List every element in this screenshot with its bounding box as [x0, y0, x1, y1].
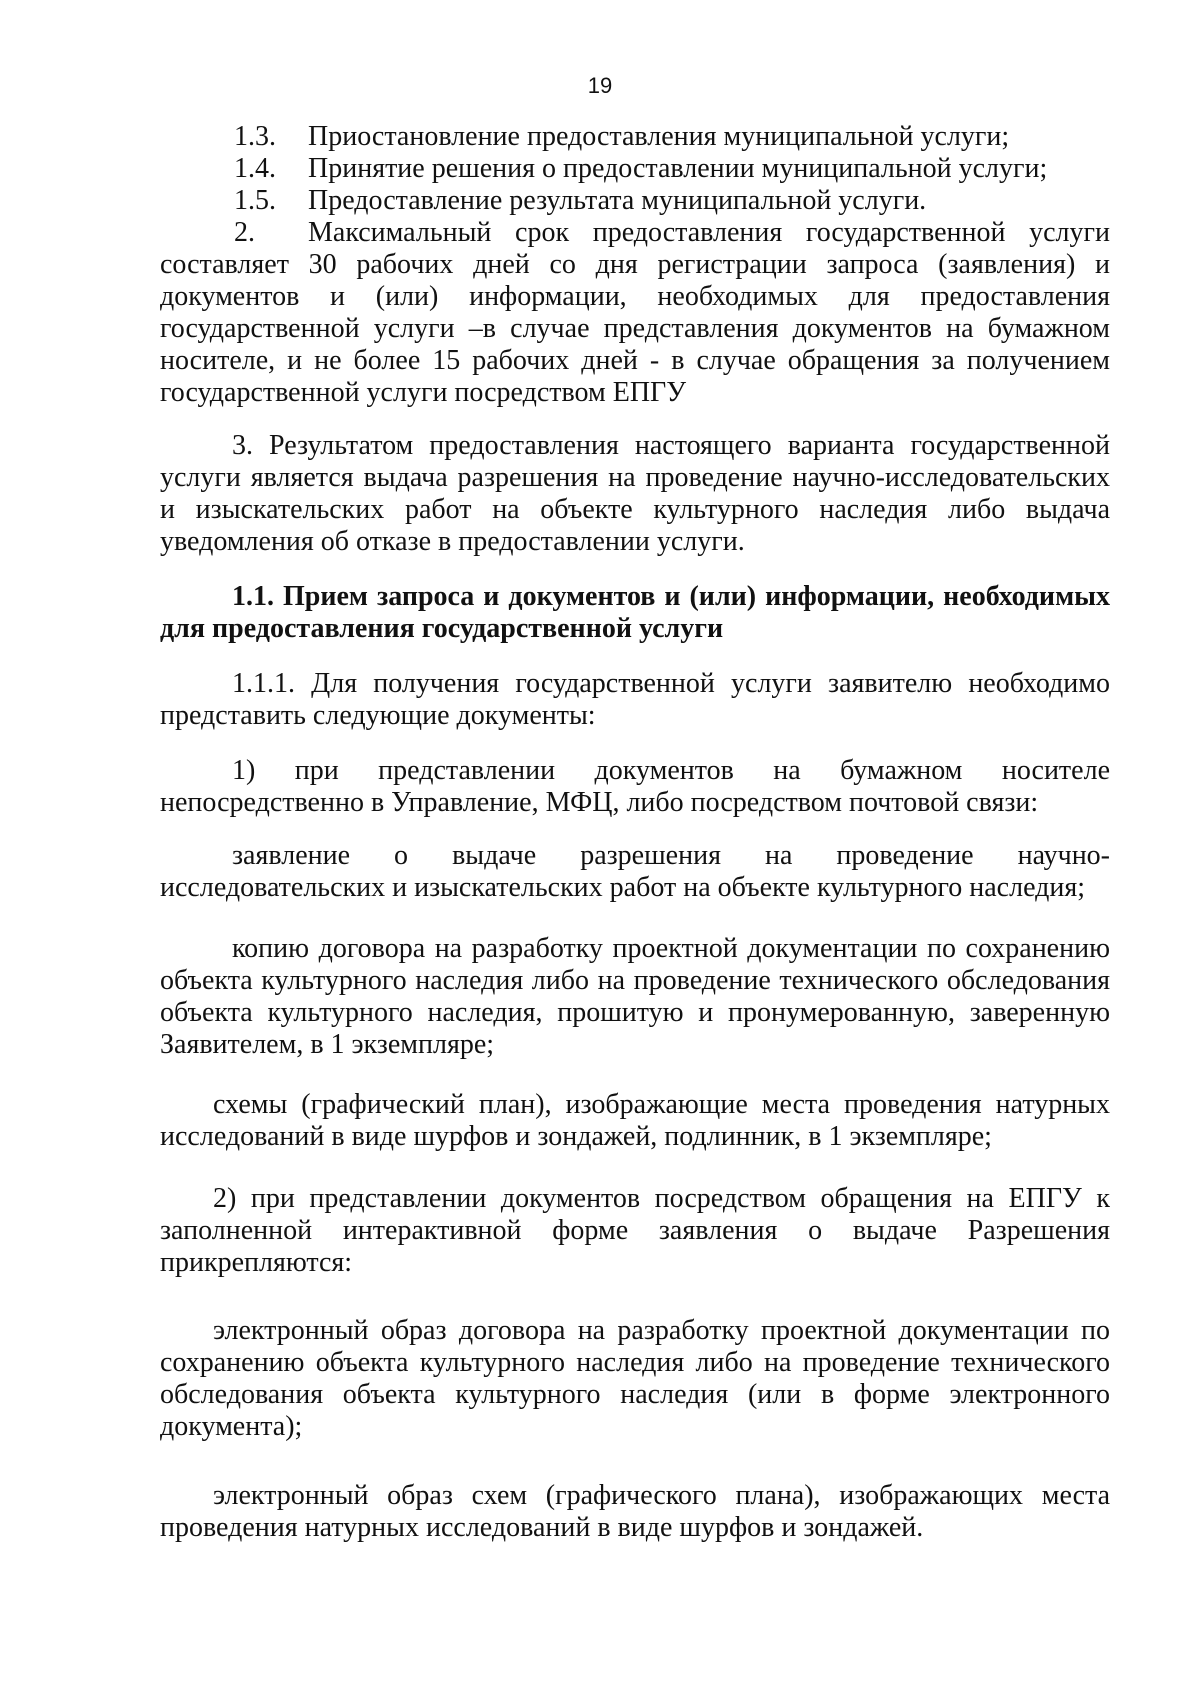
paragraph-epgu-submission: 2) при представлении документов посредством обращения на ЕПГУ к заполненной интерактивной форме заявления о выдаче Разрешения прикрепляются: — [160, 1183, 1110, 1278]
paragraph-max-term — [160, 217, 1110, 409]
list-item-number: 1.3. — [234, 121, 276, 152]
paragraph-result: 3. Результатом предоставления настоящего варианта государственной услуги является выдача разрешения на проведение научно-исследовательских и изыскательских работ на объекте культурного наследия либо выдача уведомления об отказе в предоставлении услуги. — [160, 430, 1110, 557]
list-item-number: 1.4. — [234, 153, 276, 184]
paragraph-text: Максимальный срок предоставления государственной услуги составляет 30 рабочих дней со дня регистрации запроса (заявления) и документов и (или) информации, необходимых для предоставления государственной услуги –в случае представления документов на бумажном носителе, и не более 15 рабочих дней - в случае обращения за получением государственной услуги посредством ЕПГУ — [160, 217, 1110, 408]
list-item — [160, 185, 1110, 217]
paragraph-electronic-contract: электронный образ договора на разработку проектной документации по сохранению объекта культурного наследия либо на проведение технического обследования объекта культурного наследия (или в форме электронного документа); — [160, 1315, 1110, 1442]
paragraph-application: заявление о выдаче разрешения на проведение научно-исследовательских и изыскательских работ на объекте культурного наследия; — [160, 840, 1110, 903]
list-item — [160, 121, 1110, 153]
page-number: 19 — [587, 73, 613, 98]
list-item — [160, 153, 1110, 185]
paragraph-schemes: схемы (графический план), изображающие места проведения натурных исследований в виде шурфов и зондажей, подлинник, в 1 экземпляре; — [160, 1089, 1110, 1152]
paragraph-1-1-1: 1.1.1. Для получения государственной услуги заявителю необходимо представить следующие документы: — [160, 668, 1110, 731]
list-item-text: Принятие решения о предоставлении муниципальной услуги; — [308, 153, 1048, 184]
paragraph-electronic-schemes: электронный образ схем (графического плана), изображающих места проведения натурных исследований в виде шурфов и зондажей. — [160, 1480, 1110, 1543]
paragraph-paper-submission: 1) при представлении документов на бумажном носителе непосредственно в Управление, МФЦ, либо посредством почтовой связи: — [160, 755, 1110, 818]
section-heading: 1.1. Прием запроса и документов и (или) информации, необходимых для предоставления государственной услуги — [160, 581, 1110, 644]
paragraph-contract-copy: копию договора на разработку проектной документации по сохранению объекта культурного наследия либо на проведение технического обследования объекта культурного наследия, прошитую и пронумерованную, заверенную Заявителем, в 1 экземпляре; — [160, 933, 1110, 1060]
document-body — [160, 121, 1110, 1544]
list-item-text: Приостановление предоставления муниципальной услуги; — [308, 121, 1010, 152]
list-item-number: 1.5. — [234, 185, 276, 216]
list-item-text: Предоставление результата муниципальной услуги. — [308, 185, 927, 216]
paragraph-number: 2. — [234, 217, 255, 248]
